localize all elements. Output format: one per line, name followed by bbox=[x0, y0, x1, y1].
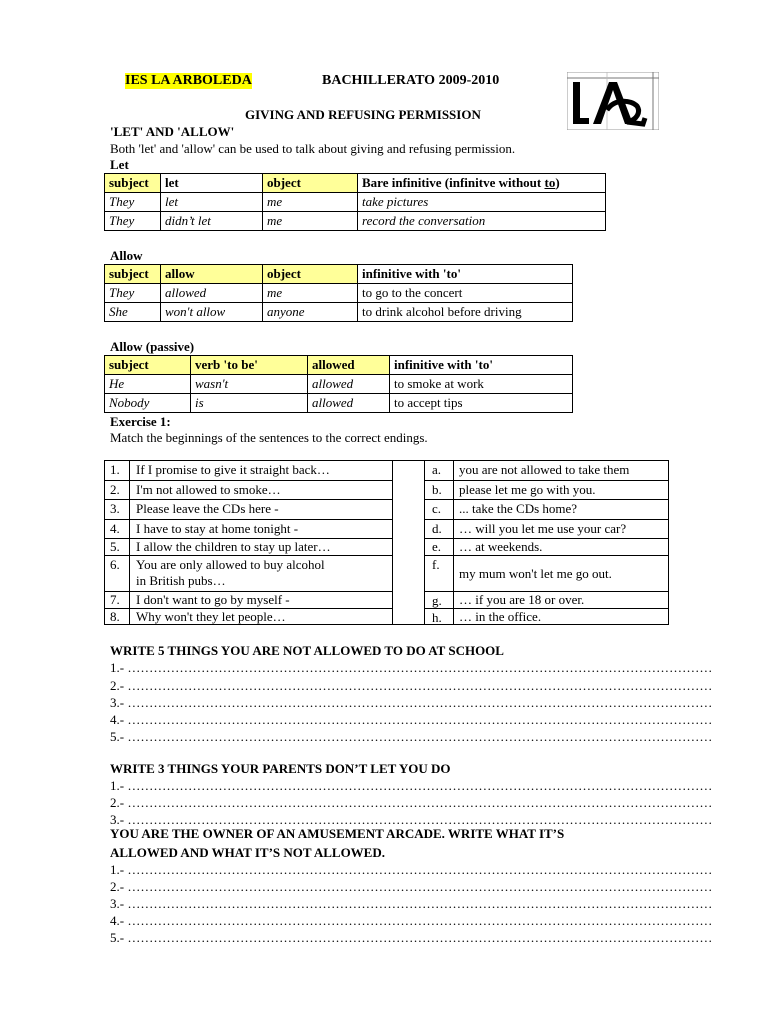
list-item-continued: in British pubs… bbox=[136, 573, 226, 588]
list-item-letter: d. bbox=[432, 521, 442, 536]
table-header: allow bbox=[161, 265, 263, 284]
course-label: BACHILLERATO 2009-2010 bbox=[322, 73, 500, 88]
answer-line[interactable]: 2.- ……………………………………………………………………………………………………………………… bbox=[110, 678, 713, 693]
school-task-title: WRITE 5 THINGS YOU ARE NOT ALLOWED TO DO AT SCHOOL bbox=[110, 643, 504, 658]
parents-task-title: WRITE 3 THINGS YOUR PARENTS DON’T LET YOU DO bbox=[110, 761, 451, 776]
answer-line[interactable]: 4.- ……………………………………………………………………………………………………………………… bbox=[110, 913, 713, 928]
table-cell: They bbox=[105, 193, 161, 212]
answer-line[interactable]: 2.- ……………………………………………………………………………………………………………………… bbox=[110, 879, 713, 894]
arcade-task-title: YOU ARE THE OWNER OF AN AMUSEMENT ARCADE. WRITE WHAT IT’S bbox=[110, 826, 565, 841]
list-item: … in the office. bbox=[459, 609, 542, 624]
table-header: subject bbox=[105, 265, 161, 284]
table-cell: is bbox=[191, 394, 308, 413]
list-item: You are only allowed to buy alcohol bbox=[136, 557, 325, 572]
list-item-number: 2. bbox=[110, 482, 120, 497]
list-item: … will you let me use your car? bbox=[459, 521, 627, 536]
list-item-letter: f. bbox=[432, 557, 440, 572]
table-header: verb 'to be' bbox=[191, 356, 308, 375]
table-cell: won't allow bbox=[161, 303, 263, 322]
answer-line[interactable]: 3.- ……………………………………………………………………………………………………………………… bbox=[110, 812, 713, 827]
list-item-letter: b. bbox=[432, 482, 442, 497]
table-cell: Nobody bbox=[105, 394, 191, 413]
table-cell: take pictures bbox=[358, 193, 606, 212]
table-cell: wasn't bbox=[191, 375, 308, 394]
list-item: Why won't they let people… bbox=[136, 609, 286, 624]
list-item: I allow the children to stay up later… bbox=[136, 539, 331, 554]
arcade-task-title-2: ALLOWED AND WHAT IT’S NOT ALLOWED. bbox=[110, 845, 385, 860]
list-item: my mum won't let me go out. bbox=[459, 566, 612, 581]
list-item: If I promise to give it straight back… bbox=[136, 462, 330, 477]
answer-line[interactable]: 5.- ……………………………………………………………………………………………………………………… bbox=[110, 729, 713, 744]
allow-label: Allow bbox=[110, 248, 143, 263]
answer-line[interactable]: 4.- ……………………………………………………………………………………………………………………… bbox=[110, 712, 713, 727]
list-item: I have to stay at home tonight - bbox=[136, 521, 299, 536]
table-cell: to drink alcohol before driving bbox=[358, 303, 573, 322]
table-cell: me bbox=[263, 284, 358, 303]
answer-line[interactable]: 1.- ……………………………………………………………………………………………………………………… bbox=[110, 660, 713, 675]
let-label: Let bbox=[110, 157, 129, 172]
table-cell: allowed bbox=[308, 394, 390, 413]
passive-label: Allow (passive) bbox=[110, 339, 195, 354]
answer-line[interactable]: 5.- ……………………………………………………………………………………………………………………… bbox=[110, 930, 713, 945]
table-cell: to go to the concert bbox=[358, 284, 573, 303]
table-header: Bare infinitive (infinitve without to) bbox=[358, 174, 606, 193]
table-header: infinitive with 'to' bbox=[390, 356, 573, 375]
answer-line[interactable]: 1.- ……………………………………………………………………………………………………………………… bbox=[110, 778, 713, 793]
table-header: object bbox=[263, 174, 358, 193]
list-item-number: 4. bbox=[110, 521, 120, 536]
list-item: … if you are 18 or over. bbox=[459, 592, 585, 607]
exercise-instruction: Match the beginnings of the sentences to the correct endings. bbox=[110, 430, 428, 445]
table-header: subject bbox=[105, 356, 191, 375]
answer-line[interactable]: 3.- ……………………………………………………………………………………………………………………… bbox=[110, 896, 713, 911]
list-item: ... take the CDs home? bbox=[459, 501, 578, 516]
table-cell: to accept tips bbox=[390, 394, 573, 413]
table-cell: They bbox=[105, 284, 161, 303]
table-cell: didn’t let bbox=[161, 212, 263, 231]
list-item: I'm not allowed to smoke… bbox=[136, 482, 281, 497]
table-header: allowed bbox=[308, 356, 390, 375]
table-cell: She bbox=[105, 303, 161, 322]
list-item-number: 7. bbox=[110, 592, 120, 607]
list-item: you are not allowed to take them bbox=[459, 462, 630, 477]
table-cell: me bbox=[263, 212, 358, 231]
list-item-letter: e. bbox=[432, 539, 442, 554]
table-header: subject bbox=[105, 174, 161, 193]
list-item: please let me go with you. bbox=[459, 482, 596, 497]
table-cell: They bbox=[105, 212, 161, 231]
list-item-letter: a. bbox=[432, 462, 442, 477]
answer-line[interactable]: 1.- ……………………………………………………………………………………………………………………… bbox=[110, 862, 713, 877]
table-header: let bbox=[161, 174, 263, 193]
list-item: Please leave the CDs here - bbox=[136, 501, 279, 516]
answer-line[interactable]: 2.- ……………………………………………………………………………………………………………………… bbox=[110, 795, 713, 810]
list-item-number: 3. bbox=[110, 501, 120, 516]
list-item: I don't want to go by myself - bbox=[136, 592, 290, 607]
list-item-number: 6. bbox=[110, 557, 120, 572]
school-name: IES LA ARBOLEDA bbox=[125, 73, 252, 88]
table-cell: to smoke at work bbox=[390, 375, 573, 394]
section-subtitle: 'LET' AND 'ALLOW' bbox=[110, 124, 235, 139]
intro-text: Both 'let' and 'allow' can be used to talk about giving and refusing permission. bbox=[110, 141, 516, 156]
list-item-letter: g. bbox=[432, 593, 442, 608]
list-item-letter: c. bbox=[432, 501, 442, 516]
table-cell: me bbox=[263, 193, 358, 212]
table-header: object bbox=[263, 265, 358, 284]
list-item: … at weekends. bbox=[459, 539, 543, 554]
table-header: infinitive with 'to' bbox=[358, 265, 573, 284]
page-title: GIVING AND REFUSING PERMISSION bbox=[245, 107, 481, 122]
table-cell: allowed bbox=[308, 375, 390, 394]
list-item-letter: h. bbox=[432, 610, 442, 625]
exercise-title: Exercise 1: bbox=[110, 414, 171, 429]
table-cell: allowed bbox=[161, 284, 263, 303]
list-item-number: 5. bbox=[110, 539, 120, 554]
answer-line[interactable]: 3.- ……………………………………………………………………………………………………………………… bbox=[110, 695, 713, 710]
table-cell: He bbox=[105, 375, 191, 394]
list-item-number: 8. bbox=[110, 609, 120, 624]
list-item-number: 1. bbox=[110, 462, 120, 477]
table-cell: anyone bbox=[263, 303, 358, 322]
table-cell: let bbox=[161, 193, 263, 212]
table-cell: record the conversation bbox=[358, 212, 606, 231]
